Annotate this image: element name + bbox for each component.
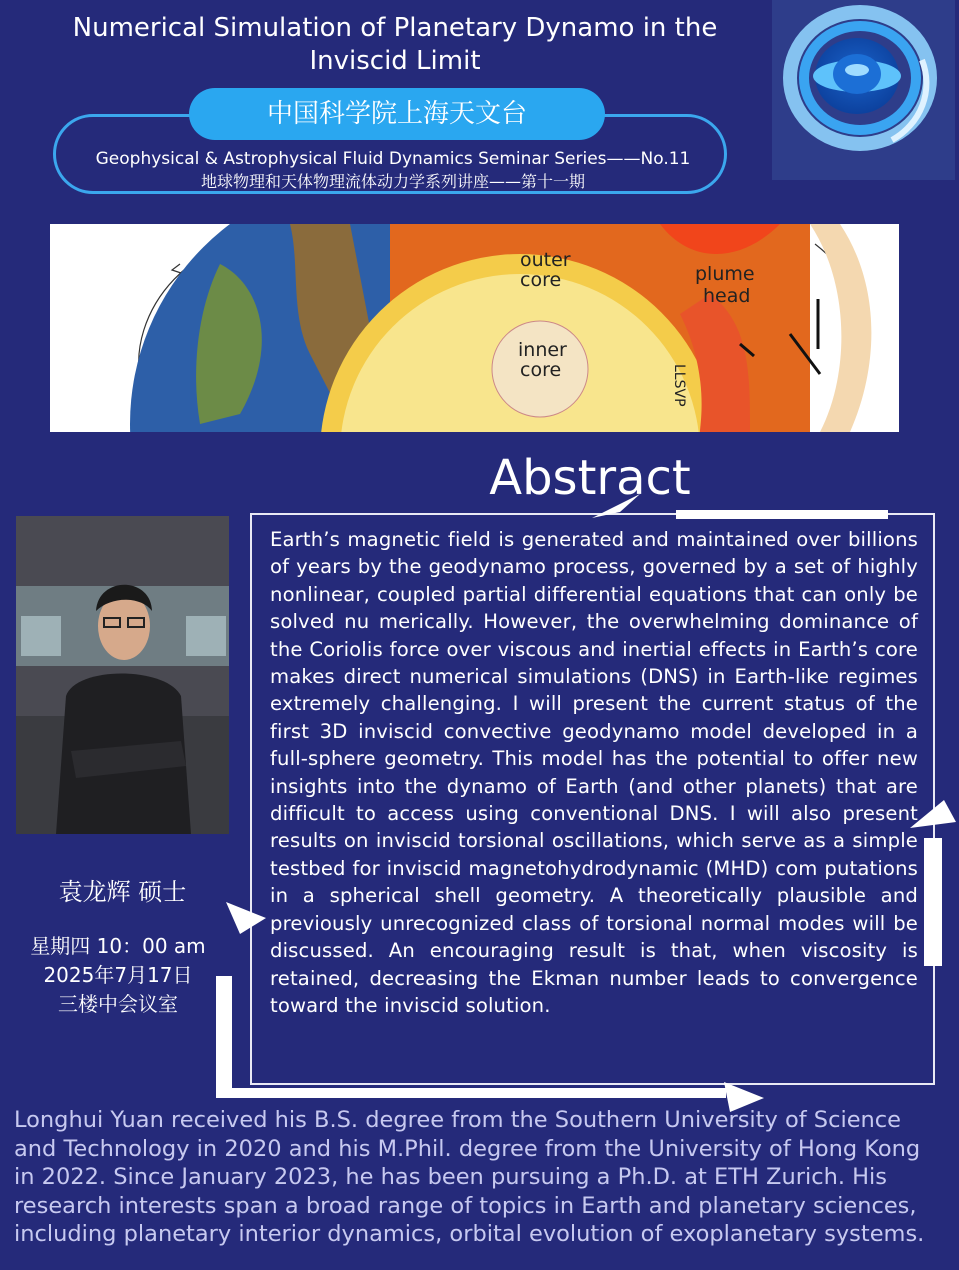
event-time: 星期四 10：00 am	[30, 934, 206, 958]
speaker-portrait-illustration	[16, 516, 229, 834]
abstract-body: Earth’s magnetic field is generated and maintained over billions of years by the geodynamo process, governed by a set of highly nonlinear, coupled partial differential equations that can only be solved nu merically. However, the overwhelming dominance of the Coriolis force over viscous and inertial effects in Earth’s core makes direct numerical simulations (DNS) in Earth-like regimes extremely challenging. I will present the current status of the first 3D inviscid convective geodynamo model developed in a full-sphere geometry. This model has the potential to offer new insights into the dynamo of Earth (and other planets) that are difficult to access using conventional DNS. I will also present results on inviscid torsional oscillations, which serve as a simple testbed for inviscid magnetohydrodynamic (MHD) com putations in a spherical shell geometry. A theoretically plausible and previously unrecognized class of torsional normal modes will be discussed. An encouraging result is that, when viscosity is retained, decreasing the Ekman number leads to convergence toward the inviscid solution.	[270, 528, 918, 1017]
label-plume-head-2: head	[703, 285, 751, 307]
decor-bar-right	[924, 838, 942, 966]
decor-bar-bottom	[216, 1088, 726, 1098]
series-title-en: Geophysical & Astrophysical Fluid Dynamics Seminar Series——No.11	[95, 149, 691, 169]
label-inner-core-2: core	[520, 359, 562, 381]
label-outer-core-2: core	[520, 269, 562, 291]
speaker-name: 袁龙辉 硕士	[58, 878, 187, 906]
label-plume-head: plume	[695, 263, 755, 285]
abstract-heading: Abstract	[489, 450, 691, 506]
label-llsvp: LLSVP	[671, 364, 687, 407]
series-title-cn: 地球物理和天体物理流体动力学系列讲座——第十一期	[200, 172, 585, 191]
speaker-bio: Longhui Yuan received his B.S. degree from the Southern University of Science and Technology in 2020 and his M.Phil. degree from the University of Hong Kong in 2022. Since January 2023, he has been pursuing a Ph.D. at ETH Zurich. His research interests span a broad range of topics in Earth and planetary sciences, including planetary interior dynamics, orbital evolution of exoplanetary systems.	[14, 1107, 925, 1248]
logo-icon	[772, 0, 955, 180]
page-title: Numerical Simulation of Planetary Dynamo in the Inviscid Limit	[72, 13, 718, 76]
label-outer-core: outer	[520, 249, 571, 271]
event-date: 2025年7月17日	[43, 963, 193, 987]
label-inner-core: inner	[518, 339, 567, 361]
event-room: 三楼中会议室	[58, 992, 178, 1016]
decor-arrow-top	[592, 494, 648, 522]
earth-cutaway-illustration	[50, 224, 899, 432]
speaker-photo	[16, 516, 229, 834]
earth-interior-figure	[50, 224, 899, 432]
decor-bar-top	[676, 510, 888, 519]
institute-badge: 中国科学院上海天文台	[189, 88, 605, 140]
decor-arrow-left	[226, 898, 268, 938]
observatory-logo	[772, 0, 955, 180]
